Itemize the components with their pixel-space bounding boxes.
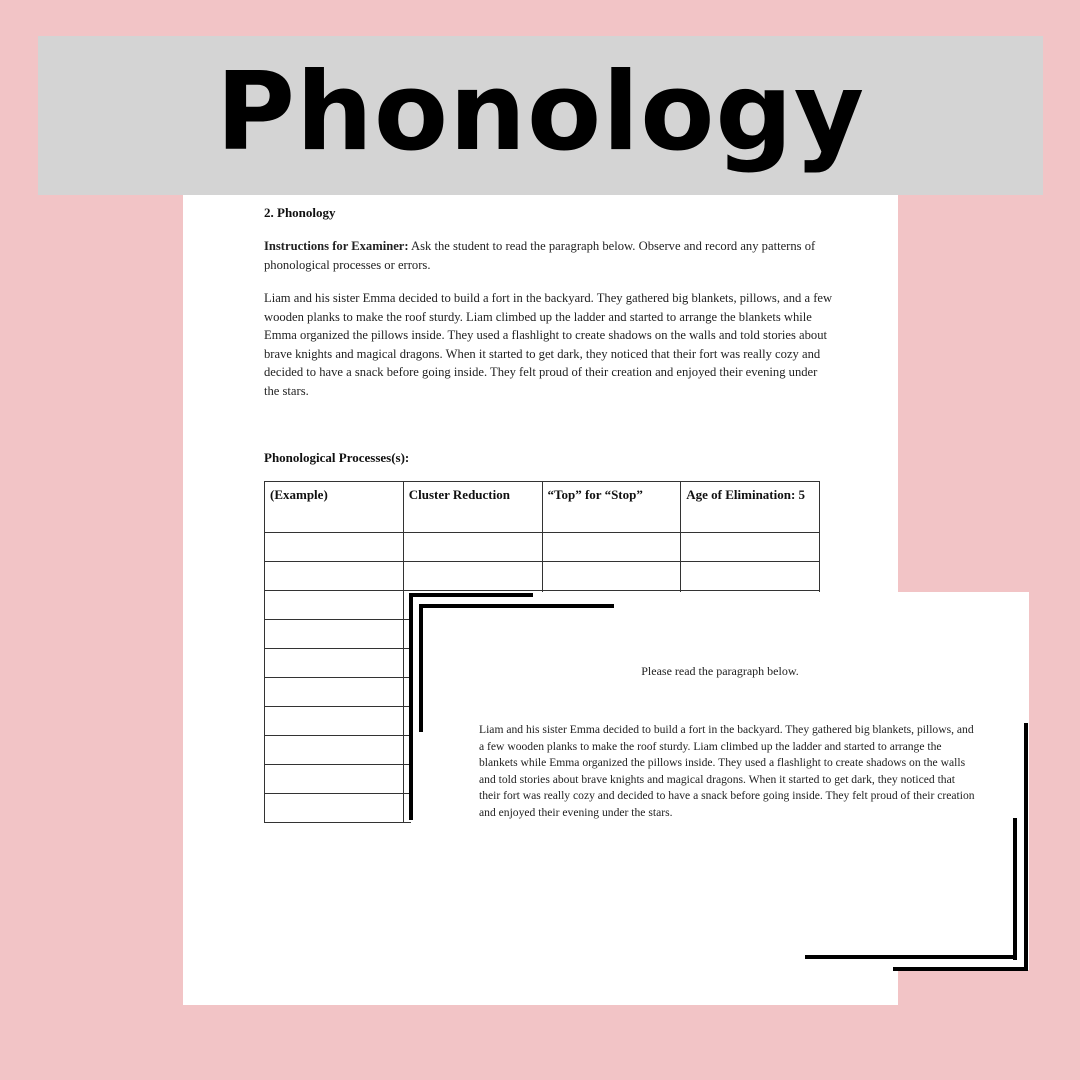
reading-paragraph: Liam and his sister Emma decided to build a fort in the backyard. They gathered big blankets, pillows, and a few wooden planks to make the roof sturdy. Liam climbed up the ladder and started to arrange the blankets while Emma organized the pillows inside. They used a flashlight to create shadows on the walls and told stories about brave knights and magical dragons. When it started to get dark, they noticed that their fort was really cozy and decided to have a snack before going inside. They felt proud of their creation and enjoyed their evening under the stars.	[264, 291, 833, 398]
frame-bottom-inner	[805, 955, 1017, 959]
banner-title: Phonology	[215, 49, 866, 175]
section-title: 2. Phonology	[264, 205, 336, 220]
table-cell	[265, 707, 404, 736]
header-age-of-elimination: Age of Elimination: 5	[681, 482, 820, 533]
instructions-text: Ask the student to read the paragraph below. Observe and record any patterns of phonological processes or errors.	[264, 239, 816, 272]
table-cell	[403, 533, 542, 562]
table-cell	[265, 736, 404, 765]
table-cell	[265, 765, 404, 794]
table-row	[265, 562, 820, 591]
table-cell	[265, 533, 404, 562]
table-cell	[265, 649, 404, 678]
table-cell	[265, 620, 404, 649]
table-cell	[542, 533, 681, 562]
student-page	[411, 592, 1029, 970]
table-cell	[265, 591, 404, 620]
title-banner	[38, 36, 1043, 195]
table-cell	[542, 562, 681, 591]
header-cluster-reduction: Cluster Reduction	[403, 482, 542, 533]
frame-top-inner	[419, 604, 614, 608]
frame-top-outer	[411, 593, 533, 597]
table-cell	[265, 678, 404, 707]
frame-left-inner	[419, 604, 423, 732]
examiner-instructions	[264, 237, 824, 275]
table-cell	[681, 533, 820, 562]
table-cell	[681, 562, 820, 591]
table-cell	[265, 794, 404, 823]
instructions-label: Instructions for Examiner:	[264, 239, 409, 253]
header-top-for-stop: “Top” for “Stop”	[542, 482, 681, 533]
table-header-row	[265, 482, 820, 533]
header-example: (Example)	[265, 482, 404, 533]
processes-heading: Phonological Processes(s):	[264, 450, 410, 465]
frame-right-inner	[1013, 818, 1017, 960]
table-row	[265, 533, 820, 562]
table-cell	[403, 562, 542, 591]
frame-bottom-outer	[893, 967, 1028, 971]
frame-right-outer	[1024, 723, 1028, 971]
student-paragraph: Liam and his sister Emma decided to build a fort in the backyard. They gathered big blankets, pillows, and a few wooden planks to make the roof sturdy. Liam climbed up the ladder and started to arrange the blankets while Emma organized the pillows inside. They used a flashlight to create shadows on the walls and told stories about brave knights and magical dragons. When it started to get dark, they noticed that their fort was really cozy and decided to have a snack before going inside. They felt proud of their creation and enjoyed their evening under the stars.	[479, 723, 975, 819]
table-cell	[265, 562, 404, 591]
frame-left-outer	[409, 593, 413, 820]
student-instruction: Please read the paragraph below.	[641, 664, 799, 678]
